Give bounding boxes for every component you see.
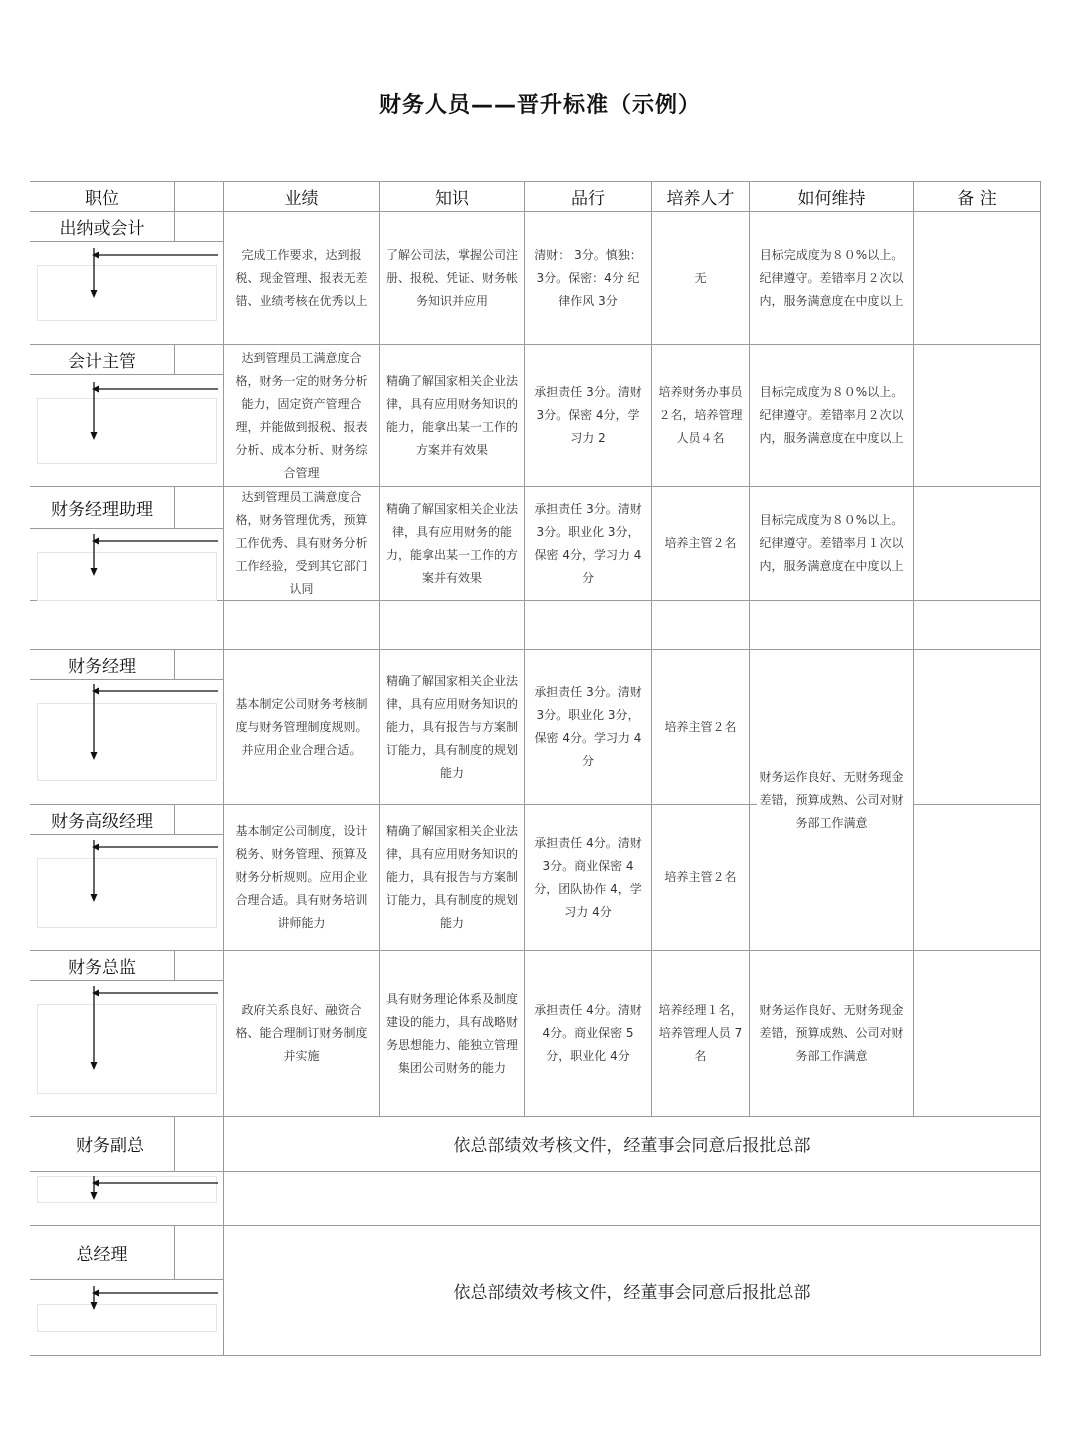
performance-cell: 基本制定公司财务考核制度与财务管理制度规则。并应用企业合理合适。 [235, 696, 368, 757]
maintain-cell: 财务运作良好、无财务现金差错，预算成熟、公司对财务部工作满意 [759, 1003, 904, 1063]
position-cashier-accountant: 出纳或会计 [59, 218, 145, 239]
position-finance-director: 财务总监 [68, 957, 136, 978]
conduct-cell: 承担责任 3分。清财 3分。职业化 3分，保密 4分。学习力 4分 [534, 685, 642, 768]
knowledge-cell: 了解公司法，掌握公司注册、报税、凭证、财务帐务知识并应用 [386, 247, 519, 308]
header-conduct: 品行 [571, 188, 605, 209]
promotion-arrow-icon [86, 984, 214, 1064]
header-talent: 培养人才 [666, 188, 735, 209]
header-maintain: 如何维持 [797, 188, 866, 209]
maintain-cell: 目标完成度为８０%以上。纪律遵守。差错率月２次以内，服务满意度在中度以上 [759, 385, 904, 445]
knowledge-cell: 精确了解国家相关企业法律，具有应用财务知识的能力，能拿出某一工作的方案并有效果 [386, 373, 519, 457]
conduct-cell: 清财： 3分。慎独：3分。保密：4分 纪律作风 3分 [534, 247, 642, 308]
knowledge-cell: 具有财务理论体系及制度建设的能力，具有战略财务思想能力、能独立管理集团公司财务的能力 [386, 991, 519, 1075]
remarks-cell [914, 805, 1040, 950]
remarks-cell [914, 212, 1040, 344]
position-general-manager: 总经理 [76, 1244, 128, 1265]
header-remarks: 备 注 [957, 188, 997, 209]
talent-cell: 培养经理１名，培养管理人员 7名 [658, 1003, 743, 1063]
promotion-arrow-icon [86, 1284, 214, 1364]
remarks-cell [914, 345, 1040, 486]
maintain-cell-merged: 财务运作良好、无财务现金差错，预算成熟、公司对财务部工作满意 [759, 769, 904, 830]
talent-cell: 培养财务办事员２名，培养管理人员４名 [658, 385, 743, 445]
position-finance-manager: 财务经理 [68, 656, 136, 677]
maintain-cell: 目标完成度为８０%以上。纪律遵守。差错率月２次以内，服务满意度在中度以上 [759, 247, 904, 308]
remarks-cell [914, 951, 1040, 1116]
knowledge-cell: 精确了解国家相关企业法律，具有应用财务知识的能力，具有报告与方案制订能力，具有制度的规划能力 [386, 673, 519, 780]
performance-cell: 达到管理员工满意度合格，财务管理优秀，预算工作优秀、具有财务分析工作经验，受到其它部门认同 [235, 490, 368, 596]
promotion-arrow-icon [86, 380, 214, 460]
performance-cell: 达到管理员工满意度合格，财务一定的财务分析能力，固定资产管理合理，并能做到报税、报表分析、成本分析、财务综合管理 [235, 350, 368, 480]
talent-cell: 无 [694, 270, 707, 285]
talent-cell: 培养主管２名 [664, 870, 737, 884]
conduct-cell: 承担责任 3分。清财 3分。保密 4分，学习力 2 [534, 385, 642, 445]
performance-cell: 基本制定公司制度，设计税务、财务管理、预算及财务分析规则。应用企业合理合适。具有财务培训讲师能力 [235, 824, 368, 930]
header-performance: 业绩 [284, 188, 319, 209]
position-senior-finance-manager: 财务高级经理 [51, 811, 153, 832]
gm-criteria: 依总部绩效考核文件，经董事会同意后报批总部 [453, 1283, 811, 1303]
remarks-cell [914, 650, 1040, 804]
promotion-arrow-icon [86, 246, 214, 326]
conduct-cell: 承担责任 3分。清财 3分。职业化 3分，保密 4分，学习力 4分 [534, 501, 642, 585]
position-accounting-supervisor: 会计主管 [68, 351, 136, 372]
maintain-cell: 目标完成度为８０%以上。纪律遵守。差错率月１次以内，服务满意度在中度以上 [759, 513, 904, 573]
remarks-cell [914, 487, 1040, 600]
position-finance-vp: 财务副总 [76, 1136, 144, 1156]
promotion-arrow-icon [86, 682, 214, 762]
knowledge-cell: 精确了解国家相关企业法律，具有应用财务的能力，能拿出某一工作的方案并有效果 [386, 501, 519, 585]
page-title: 财务人员——晋升标准（示例） [378, 93, 701, 118]
promotion-arrow-icon [86, 838, 214, 918]
header-position: 职位 [85, 188, 119, 209]
talent-cell: 培养主管２名 [664, 719, 737, 734]
position-finance-manager-assistant: 财务经理助理 [51, 499, 153, 520]
performance-cell: 政府关系良好、融资合格、能合理制订财务制度并实施 [235, 1003, 368, 1063]
promotion-arrow-icon [86, 532, 214, 612]
conduct-cell: 承担责任 4分。清财 4分。商业保密 5分，职业化 4分 [534, 1003, 642, 1063]
talent-cell: 培养主管２名 [664, 536, 737, 550]
knowledge-cell: 精确了解国家相关企业法律，具有应用财务知识的能力，具有报告与方案制订能力，具有制度的规划能力 [386, 824, 519, 930]
conduct-cell: 承担责任 4分。清财 3分。商业保密 4分，团队协作 4，学习力 4分 [534, 835, 642, 919]
vp-criteria: 依总部绩效考核文件，经董事会同意后报批总部 [453, 1136, 811, 1156]
header-knowledge: 知识 [435, 188, 469, 209]
performance-cell: 完成工作要求，达到报税、现金管理、报表无差错、业绩考核在优秀以上 [235, 247, 368, 308]
